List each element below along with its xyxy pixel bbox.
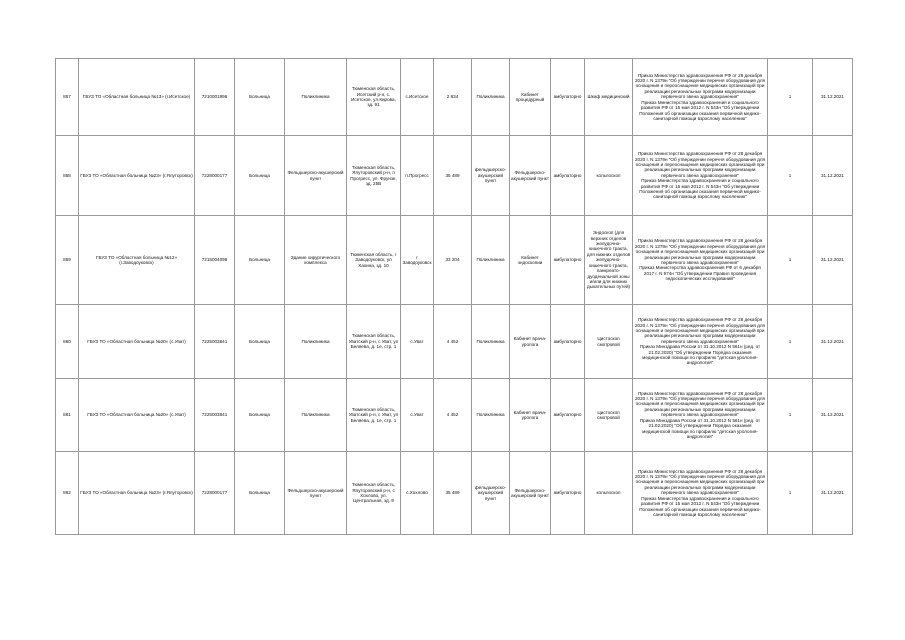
table-body [56, 59, 853, 535]
organization-cell: ГБУЗ ТО «Областная больница №23» (г.Ялуторовск) [79, 136, 195, 216]
quantity-cell: 1 [768, 136, 813, 216]
legal-basis-line: Приказ Министерства здравоохранения РФ от 28 декабря 2020 г. N 1379н "Об утверждении перечня оборудования для оснащения и переоснащения медицинских организаций при реализации региональных программ модернизации первичного звена здравоохранения" [634, 151, 766, 178]
room-cell: Кабинет врача-уролога [510, 305, 551, 379]
population-cell: 4 452 [434, 379, 472, 452]
legal-basis-line: Приказ Министерства здравоохранения РФ от 28 декабря 2020 г. N 1379н "Об утверждении перечня оборудования для оснащения и переоснащения медицинских организаций при реализации региональных программ модернизации первичного звена здравоохранения" [634, 238, 766, 265]
table-row [56, 136, 853, 216]
table-row [56, 452, 853, 535]
address-cell: Тюменская область, Ялуторовский р-н, с Хохлово, ул. Центральная, зд. 9 [347, 452, 401, 535]
equipment-register-table [55, 58, 853, 535]
locality-cell: с.Хохлово [401, 452, 434, 535]
care-form-cell: амбулаторно [551, 136, 585, 216]
care-form-cell: амбулаторно [551, 305, 585, 379]
legal-basis-line: Приказ Министерства здравоохранения РФ от 28 декабря 2020 г. N 1379н "Об утверждении перечня оборудования для оснащения и переоснащения медицинских организаций при реализации региональных программ модернизации первичного звена здравоохранения" [634, 72, 766, 100]
organization-cell: ГБУЗ ТО «Областная больница №23» (г.Ялуторовск) [79, 452, 195, 535]
legal-basis-line: Приказ Министерства здравоохранения РФ от 6 декабря 2017 г. N 974н "Об утверждении Правил проведения эндоскопических исследований" [639, 265, 761, 282]
quantity-cell: 1 [768, 379, 813, 452]
care-form-cell: амбулаторно [551, 452, 585, 535]
row-number-cell: 858 [56, 136, 79, 216]
legal-basis-cell [633, 216, 768, 305]
deadline-date-cell: 31.12.2021 [813, 379, 853, 452]
department-cell: Поликлиника [472, 216, 510, 305]
population-cell: 35 489 [434, 136, 472, 216]
address-cell: Тюменская область, Ялуторовский р-н, п Прогресс, ул. Фрунзе, зд. 25В [347, 136, 401, 216]
population-cell: 35 489 [434, 452, 472, 535]
row-number-cell: 862 [56, 452, 79, 535]
room-cell: Кабинет эндоскопии [510, 216, 551, 305]
table-row [56, 59, 853, 136]
care-form-cell: амбулаторно [551, 379, 585, 452]
room-cell: Фельдшерско-акушерский пункт [510, 452, 551, 535]
inn-cell: 7215004098 [195, 216, 235, 305]
deadline-date-cell: 31.12.2021 [813, 216, 853, 305]
unit-cell: Фельдшерско-акушерский пункт [285, 452, 347, 535]
room-cell: Кабинет врача-уролога [510, 379, 551, 452]
department-cell: фельдшерско-акушерский пункт [472, 136, 510, 216]
facility-type-cell: Больница [235, 136, 285, 216]
legal-basis-cell [633, 136, 768, 216]
address-cell: Тюменская область, Исетский р-н, с. Исетское, ул.Кирова, зд. 91 [347, 59, 401, 136]
care-form-cell: амбулаторно [551, 59, 585, 136]
legal-basis-cell [633, 379, 768, 452]
legal-basis-line: Приказ Министерства здравоохранения и социального развития РФ от 15 мая 2012 г. N 543н "Об утверждении Положения об организации оказания первичной медико-санитарной помощи взрослому населению" [639, 99, 761, 121]
room-cell: Кабинет процедурный [510, 59, 551, 136]
facility-type-cell: Больница [235, 379, 285, 452]
equipment-cell: Цистоскоп смотровой [585, 379, 633, 452]
row-number-cell: 859 [56, 216, 79, 305]
address-cell: Тюменская область, Уватский р-н, с Уват, ул Беляева, д. 1е, стр. 1 [347, 305, 401, 379]
legal-basis-cell [633, 59, 768, 136]
quantity-cell: 1 [768, 452, 813, 535]
unit-cell: Фельдшерско-акушерский пункт [285, 136, 347, 216]
unit-cell: Поликлиника [285, 59, 347, 136]
organization-cell: ГБУЗ ТО «Областная больница №20» (с.Уват) [79, 305, 195, 379]
facility-type-cell: Больница [235, 216, 285, 305]
department-cell: Поликлиника [472, 379, 510, 452]
unit-cell: Поликлиника [285, 379, 347, 452]
legal-basis-line: Приказ Министерства здравоохранения РФ от 28 декабря 2020 г. N 1379н "Об утверждении перечня оборудования для оснащения и переоснащения медицинских организаций при реализации региональных программ модернизации первичного звена здравоохранения" [634, 390, 766, 418]
quantity-cell: 1 [768, 305, 813, 379]
locality-cell: с.Исетское [401, 59, 434, 136]
quantity-cell: 1 [768, 216, 813, 305]
unit-cell: Поликлиника [285, 305, 347, 379]
department-cell: Поликлиника [472, 59, 510, 136]
table-row [56, 379, 853, 452]
legal-basis-cell [633, 305, 768, 379]
room-cell: Фельдшерско-акушерский пункт [510, 136, 551, 216]
population-cell: 33 204 [434, 216, 472, 305]
inn-cell: 7228000177 [195, 136, 235, 216]
department-cell: Поликлиника [472, 305, 510, 379]
care-form-cell: амбулаторно [551, 216, 585, 305]
locality-cell: п.Прогресс [401, 136, 434, 216]
equipment-cell: кольпоскоп [585, 452, 633, 535]
facility-type-cell: Больница [235, 305, 285, 379]
facility-type-cell: Больница [235, 59, 285, 136]
locality-cell: с.Уват [401, 305, 434, 379]
address-cell: Тюменская область, Уватский р-н, с Уват, ул Беляева, д. 1е, стр. 1 [347, 379, 401, 452]
deadline-date-cell: 31.12.2021 [813, 59, 853, 136]
inn-cell: 7228000177 [195, 452, 235, 535]
department-cell: фельдшерско-акушерский пункт [472, 452, 510, 535]
population-cell: 4 452 [434, 305, 472, 379]
row-number-cell: 857 [56, 59, 79, 136]
legal-basis-line: Приказ Министерства здравоохранения и социального развития РФ от 15 мая 2012 г. N 543н "Об утверждении Положения об организации оказания первичной медико-санитарной помощи взрослому населению" [639, 178, 761, 200]
equipment-cell: Цистоскоп смотровой [585, 305, 633, 379]
legal-basis-line: Приказ Минздрава России от 31.10.2012 N 561н (ред. от 21.02.2020) "Об утверждении Порядка оказания медицинской помощи по профилю "детская урология-андрология" [639, 417, 761, 439]
organization-cell: ГБУЗ ТО «Областная больница №12» (г.Заводоуковск) [79, 216, 195, 305]
legal-basis-line: Приказ Министерства здравоохранения РФ от 28 декабря 2020 г. N 1379н "Об утверждении перечня оборудования для оснащения и переоснащения медицинских организаций при реализации региональных программ модернизации первичного звена здравоохранения" [634, 317, 766, 344]
unit-cell: Здание хирургического комплекса [285, 216, 347, 305]
population-cell: 2 834 [434, 59, 472, 136]
inn-cell: 7225003841 [195, 305, 235, 379]
locality-cell: г Заводоуковск [401, 216, 434, 305]
legal-basis-line: Приказ Министерства здравоохранения РФ от 28 декабря 2020 г. N 1379н "Об утверждении перечня оборудования для оснащения и переоснащения медицинских организаций при реализации региональных программ модернизации первичного звена здравоохранения" [634, 468, 766, 496]
table-row [56, 216, 853, 305]
deadline-date-cell: 31.12.2021 [813, 136, 853, 216]
equipment-cell: кольпоскоп [585, 136, 633, 216]
organization-cell: ГБУЗ ТО «Областная больница №13» (г.Исетское) [79, 59, 195, 136]
inn-cell: 7210001996 [195, 59, 235, 136]
address-cell: Тюменская область, г Заводоуковск, ул Хахина, зд. 10 [347, 216, 401, 305]
legal-basis-line: Приказ Минздрава России от 31.10.2012 N 561н (ред. от 21.02.2020) "Об утверждении Порядка оказания медицинской помощи по профилю "детская урология-андрология" [639, 344, 761, 366]
inn-cell: 7225003841 [195, 379, 235, 452]
locality-cell: с.Уват [401, 379, 434, 452]
legal-basis-line: Приказ Министерства здравоохранения и социального развития РФ от 15 мая 2012 г. N 543н "Об утверждении Положения об организации оказания первичной медико-санитарной помощи взрослому населению" [639, 495, 761, 517]
row-number-cell: 860 [56, 305, 79, 379]
facility-type-cell: Больница [235, 452, 285, 535]
quantity-cell: 1 [768, 59, 813, 136]
legal-basis-cell [633, 452, 768, 535]
deadline-date-cell: 31.12.2021 [813, 452, 853, 535]
table-row [56, 305, 853, 379]
row-number-cell: 861 [56, 379, 79, 452]
equipment-cell: Эндоскоп (для верхних отделов желудочно-кишечного тракта, для нижних отделов желудочно-кишечного тракта, панкреато-дуоденальной зоны и/или для нижних дыхательных путей) [585, 216, 633, 305]
equipment-cell: Шкаф медицинский [585, 59, 633, 136]
deadline-date-cell: 31.12.2021 [813, 305, 853, 379]
organization-cell: ГБУЗ ТО «Областная больница №20» (с.Уват) [79, 379, 195, 452]
